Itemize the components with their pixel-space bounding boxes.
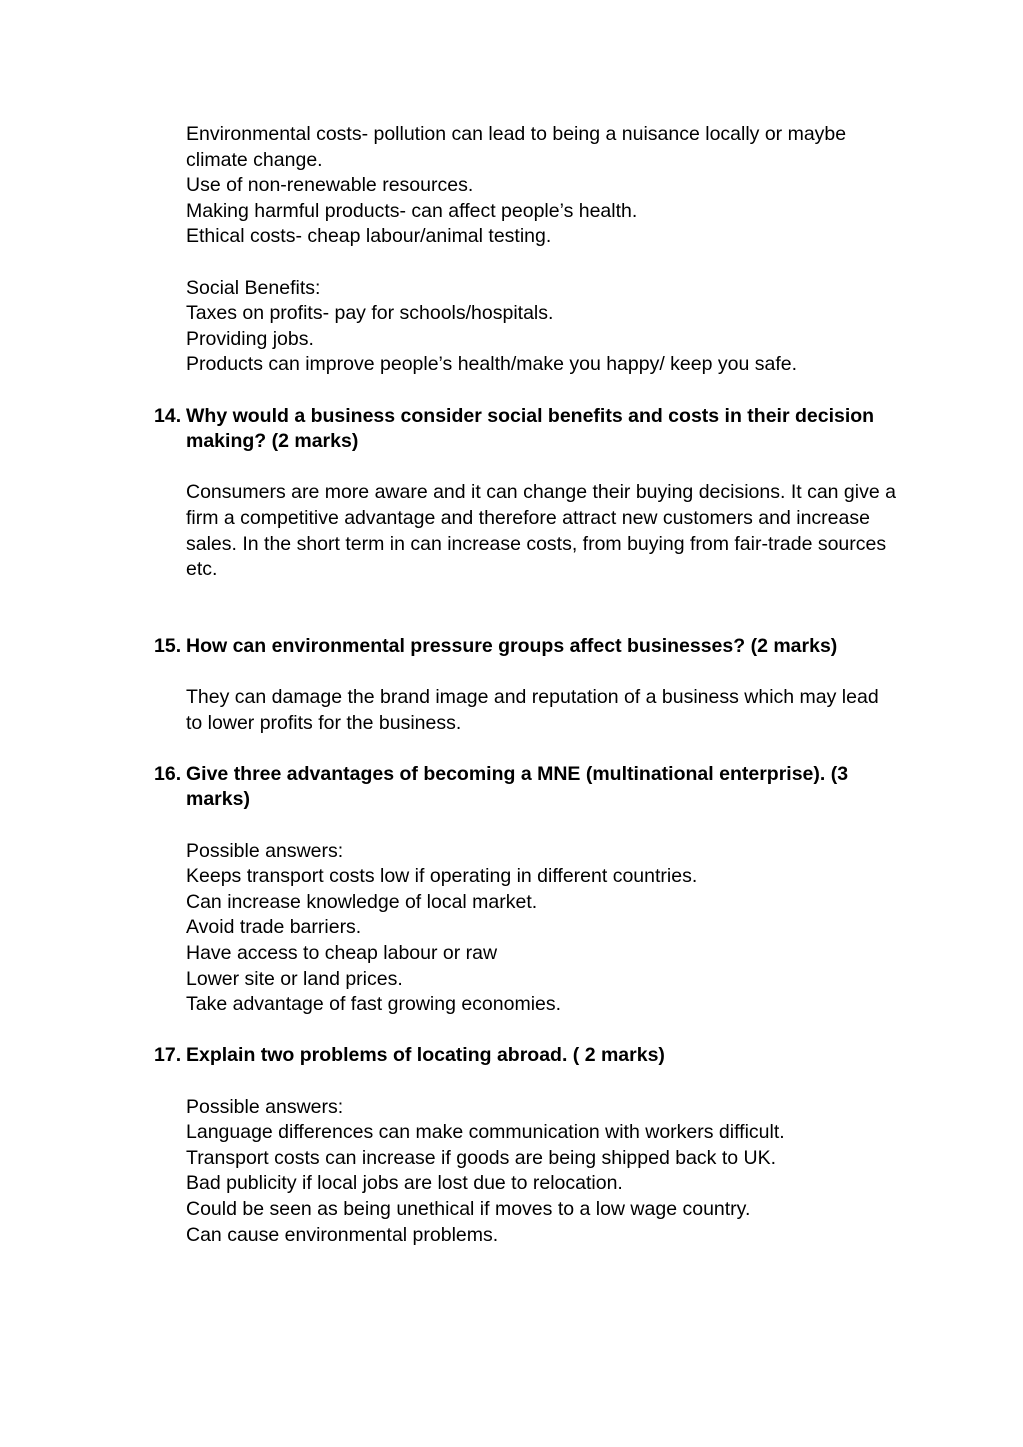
social-benefits-heading: Social Benefits: — [186, 276, 321, 299]
question-heading — [154, 1043, 898, 1069]
answer-item: Have access to cheap labour or raw — [186, 942, 498, 964]
social-benefit-item: Providing jobs. — [186, 327, 314, 350]
social-cost-item: Use of non-renewable resources. — [186, 174, 474, 197]
answer-item: Avoid trade barriers. — [186, 916, 362, 939]
question-14 — [154, 404, 898, 583]
spacer — [186, 736, 898, 762]
social-cost-item: Making harmful products- can affect people’s health. — [186, 199, 638, 222]
spacer — [186, 583, 898, 609]
spacer — [186, 1069, 898, 1095]
question-number: 14. — [154, 404, 182, 427]
question-15 — [154, 634, 898, 736]
question-number: 17. — [154, 1044, 182, 1067]
question-text: Explain two problems of locating abroad. ( 2 marks) — [186, 1044, 665, 1067]
answer-item: Lower site or land prices. — [186, 967, 403, 990]
spacer — [186, 659, 898, 685]
answer-item: Transport costs can increase if goods are being shipped back to UK. — [186, 1146, 777, 1169]
question-heading — [154, 762, 898, 813]
answer-text: Consumers are more aware and it can change their buying decisions. It can give a firm a competitive advantage and therefore attract new customers and increase sales. In the short term in can increase costs, from buying from fair-trade sources etc. — [186, 481, 896, 581]
question-text: Give three advantages of becoming a MNE (multinational enterprise). (3 marks) — [186, 762, 849, 811]
question-number: 15. — [154, 634, 182, 657]
answer-text: They can damage the brand image and reputation of a business which may lead to lower profits for the business. — [186, 686, 879, 734]
answer-item: Can cause environmental problems. — [186, 1223, 499, 1246]
question-heading — [154, 404, 898, 455]
question-heading — [154, 634, 898, 660]
answers-heading: Possible answers: — [186, 839, 344, 862]
question-text: Why would a business consider social benefits and costs in their decision making? (2 marks) — [186, 404, 875, 453]
social-benefits-section — [186, 276, 898, 378]
question-text: How can environmental pressure groups affect businesses? (2 marks) — [186, 634, 838, 657]
social-cost-item: Environmental costs- pollution can lead to being a nuisance locally or maybe — [186, 123, 847, 145]
social-cost-item: climate change. — [186, 148, 323, 171]
social-benefit-item: Products can improve people’s health/make you happy/ keep you safe. — [186, 353, 798, 376]
question-16 — [154, 762, 898, 1018]
document-body — [154, 122, 898, 1248]
spacer — [186, 1018, 898, 1044]
spacer — [186, 250, 898, 276]
spacer — [186, 378, 898, 404]
answer-item: Take advantage of fast growing economies. — [186, 993, 562, 1016]
answer-item: Could be seen as being unethical if moves to a low wage country. — [186, 1197, 751, 1220]
spacer — [186, 813, 898, 839]
social-costs-list — [186, 122, 898, 250]
question-number: 16. — [154, 762, 182, 785]
answer-item: Keeps transport costs low if operating in different countries. — [186, 865, 698, 888]
answers-heading: Possible answers: — [186, 1095, 344, 1118]
social-benefit-item: Taxes on profits- pay for schools/hospitals. — [186, 302, 554, 325]
answer-item: Can increase knowledge of local market. — [186, 890, 538, 913]
social-cost-item: Ethical costs- cheap labour/animal testing. — [186, 225, 552, 248]
spacer — [186, 455, 898, 481]
spacer — [186, 608, 898, 634]
question-17 — [154, 1043, 898, 1248]
answer-item: Language differences can make communication with workers difficult. — [186, 1121, 785, 1144]
answer-item: Bad publicity if local jobs are lost due to relocation. — [186, 1172, 623, 1195]
